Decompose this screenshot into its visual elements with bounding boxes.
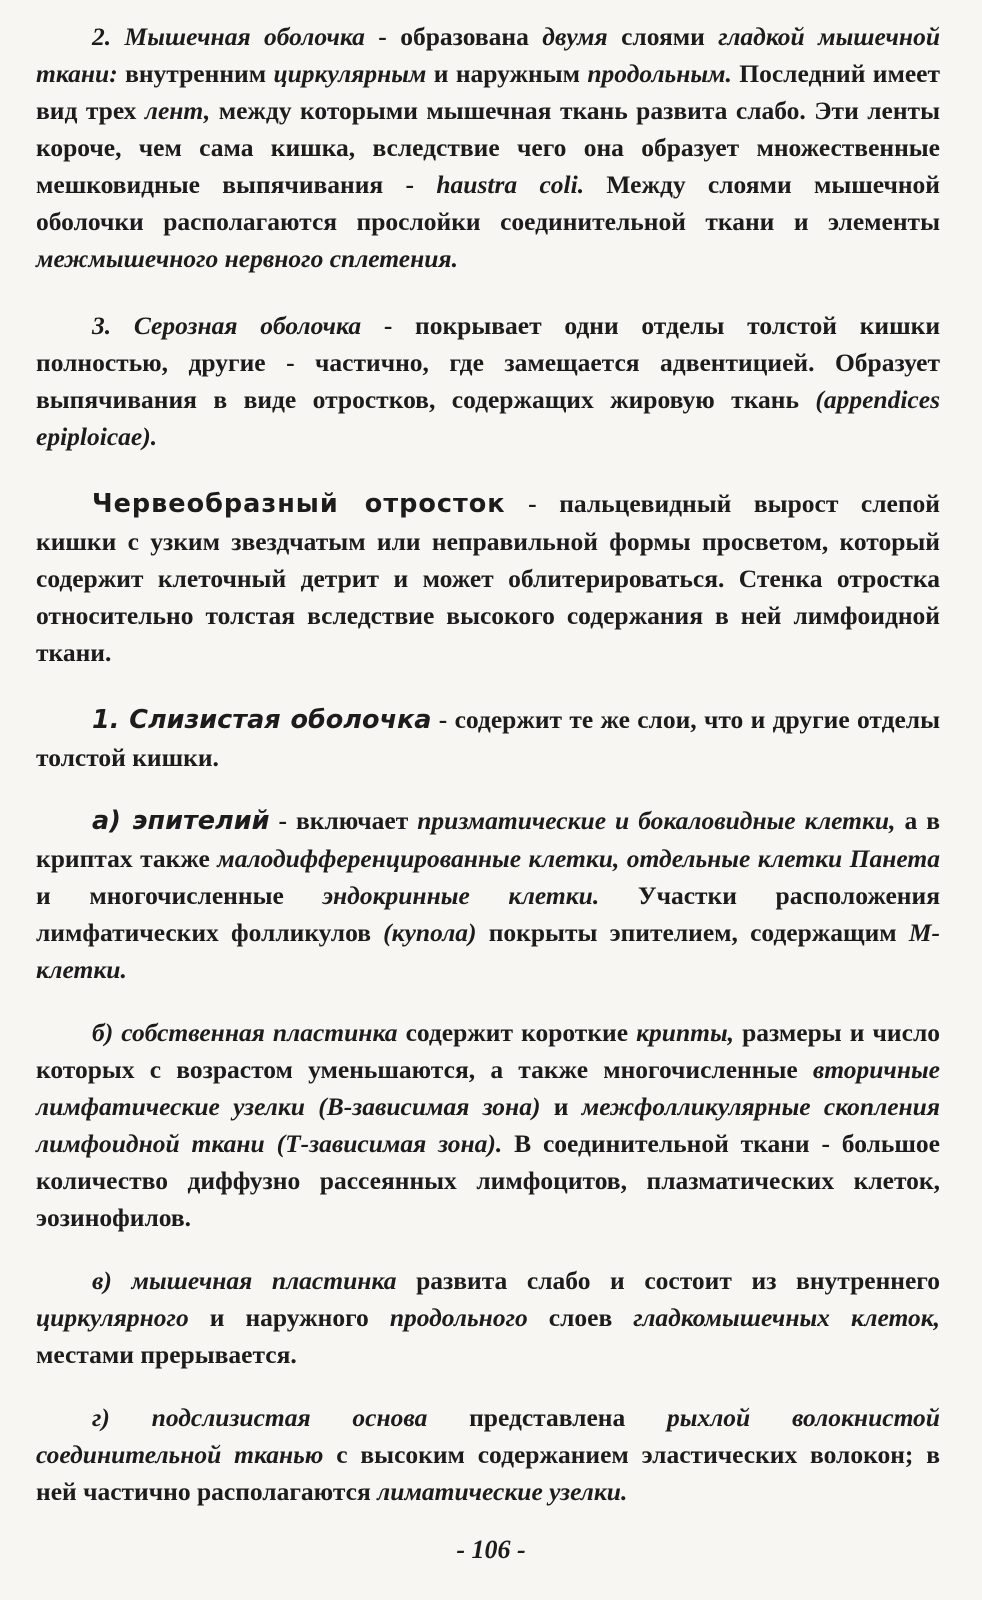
- text: Между слоями мышечной оболочки располагаются прослойки соединительной ткани и элементы: [36, 170, 940, 236]
- text: развита слабо и состоит из внутреннего: [396, 1266, 940, 1295]
- paragraph-lamina-propria: [36, 1014, 940, 1236]
- text: - покрывает одни отделы толстой кишки полностью, другие - частично, где замещается адвентицией. Образует выпячивания в виде отростков, содержащих жировую ткань: [36, 311, 941, 414]
- text: а в криптах также: [36, 806, 940, 873]
- text: слоями: [607, 22, 719, 51]
- paragraph-mucosa: [36, 701, 940, 776]
- text: Участки расположения лимфатических фолликулов: [36, 881, 940, 947]
- heading-serous-layer: 3. Серозная оболочка: [92, 311, 362, 340]
- heading-muscularis-mucosae: в) мышечная пластинка: [92, 1266, 397, 1295]
- emphasis: двумя: [542, 22, 608, 51]
- text: содержит короткие: [397, 1018, 637, 1047]
- emphasis: крипты,: [636, 1018, 735, 1047]
- emphasis: циркулярного: [36, 1303, 189, 1332]
- emphasis: (купола): [383, 918, 477, 947]
- emphasis: лиматические узелки.: [377, 1477, 628, 1506]
- text: местами прерывается.: [36, 1340, 297, 1369]
- emphasis: гладкой мышечной ткани:: [36, 22, 941, 88]
- heading-lamina-propria: б) собственная пластинка: [92, 1018, 398, 1047]
- text: - образована: [364, 22, 543, 51]
- text: В соединительной ткани - большое количество диффузно рассеянных лимфоцитов, плазматических клеток, эозинофилов.: [36, 1129, 941, 1232]
- emphasis: М-клетки.: [36, 918, 940, 984]
- emphasis: межфолликулярные скопления лимфоидной ткани (Т-зависимая зона).: [36, 1092, 940, 1158]
- page-number: - 106 -: [456, 1535, 526, 1564]
- heading-mucosa: 1. Слизистая оболочка: [92, 705, 432, 735]
- paragraph-serous-layer: [36, 307, 940, 455]
- heading-submucosa: г) подслизистая основа: [92, 1403, 428, 1432]
- paragraph-submucosa: [36, 1399, 940, 1510]
- text: размеры и число которых с возрастом уменьшаются, а также многочисленные: [36, 1018, 941, 1084]
- emphasis: вторичные лимфатические узелки (В-зависимая зона): [36, 1055, 940, 1121]
- text: - содержит те же слои, что и другие отделы толстой кишки.: [36, 705, 941, 772]
- emphasis: циркулярным: [273, 59, 427, 88]
- text: и наружного: [188, 1303, 390, 1332]
- emphasis: (appendices epiploicae).: [36, 385, 940, 451]
- emphasis: межмышечного нервного сплетения.: [36, 244, 458, 273]
- emphasis: эндокринные клетки.: [322, 881, 600, 910]
- heading-appendix: Червеобразный отросток: [92, 489, 506, 519]
- emphasis: гладкомышечных клеток,: [633, 1303, 940, 1332]
- paragraph-epithelium: [36, 802, 940, 988]
- paragraph-muscularis-mucosae: [36, 1262, 940, 1373]
- text: и: [540, 1092, 582, 1121]
- emphasis: малодифференцированные клетки, отдельные клетки Панета: [217, 844, 940, 873]
- text: слоев: [527, 1303, 634, 1332]
- heading-muscular-layer: 2. Мышечная оболочка: [92, 22, 365, 51]
- text: и многочисленные: [36, 881, 323, 910]
- text: и наружным: [426, 59, 588, 88]
- paragraph-appendix: [36, 485, 940, 671]
- emphasis: haustra coli.: [436, 170, 585, 199]
- paragraph-muscular-layer: [36, 18, 940, 277]
- emphasis: рыхлой волокнистой соединительной тканью: [36, 1403, 940, 1469]
- text: представлена: [427, 1403, 668, 1432]
- heading-epithelium: а) эпителий: [92, 806, 270, 836]
- emphasis: лент,: [144, 96, 211, 125]
- emphasis: продольным.: [587, 59, 732, 88]
- emphasis: призматические и бокаловидные клетки,: [417, 806, 896, 835]
- text: внутренним: [117, 59, 274, 88]
- text: покрыты эпителием, содержащим: [476, 918, 909, 947]
- emphasis: продольного: [389, 1303, 528, 1332]
- text: с высоким содержанием эластических волокон; в ней частично располагаются: [36, 1440, 941, 1506]
- text: - пальцевидный вырост слепой кишки с узким звездчатым или неправильной формы просветом, который содержит клеточный детрит и может облитерироваться. Стенка отростка относительно толстая вследствие высокого содержания в ней лимфоидной ткани.: [36, 489, 940, 667]
- text: - включает: [269, 806, 418, 835]
- text: между которыми мышечная ткань развита слабо. Эти ленты короче, чем сама кишка, вследствие чего она образует множественные мешковидные выпячивания -: [36, 96, 940, 199]
- text: Последний имеет вид трех: [36, 59, 940, 125]
